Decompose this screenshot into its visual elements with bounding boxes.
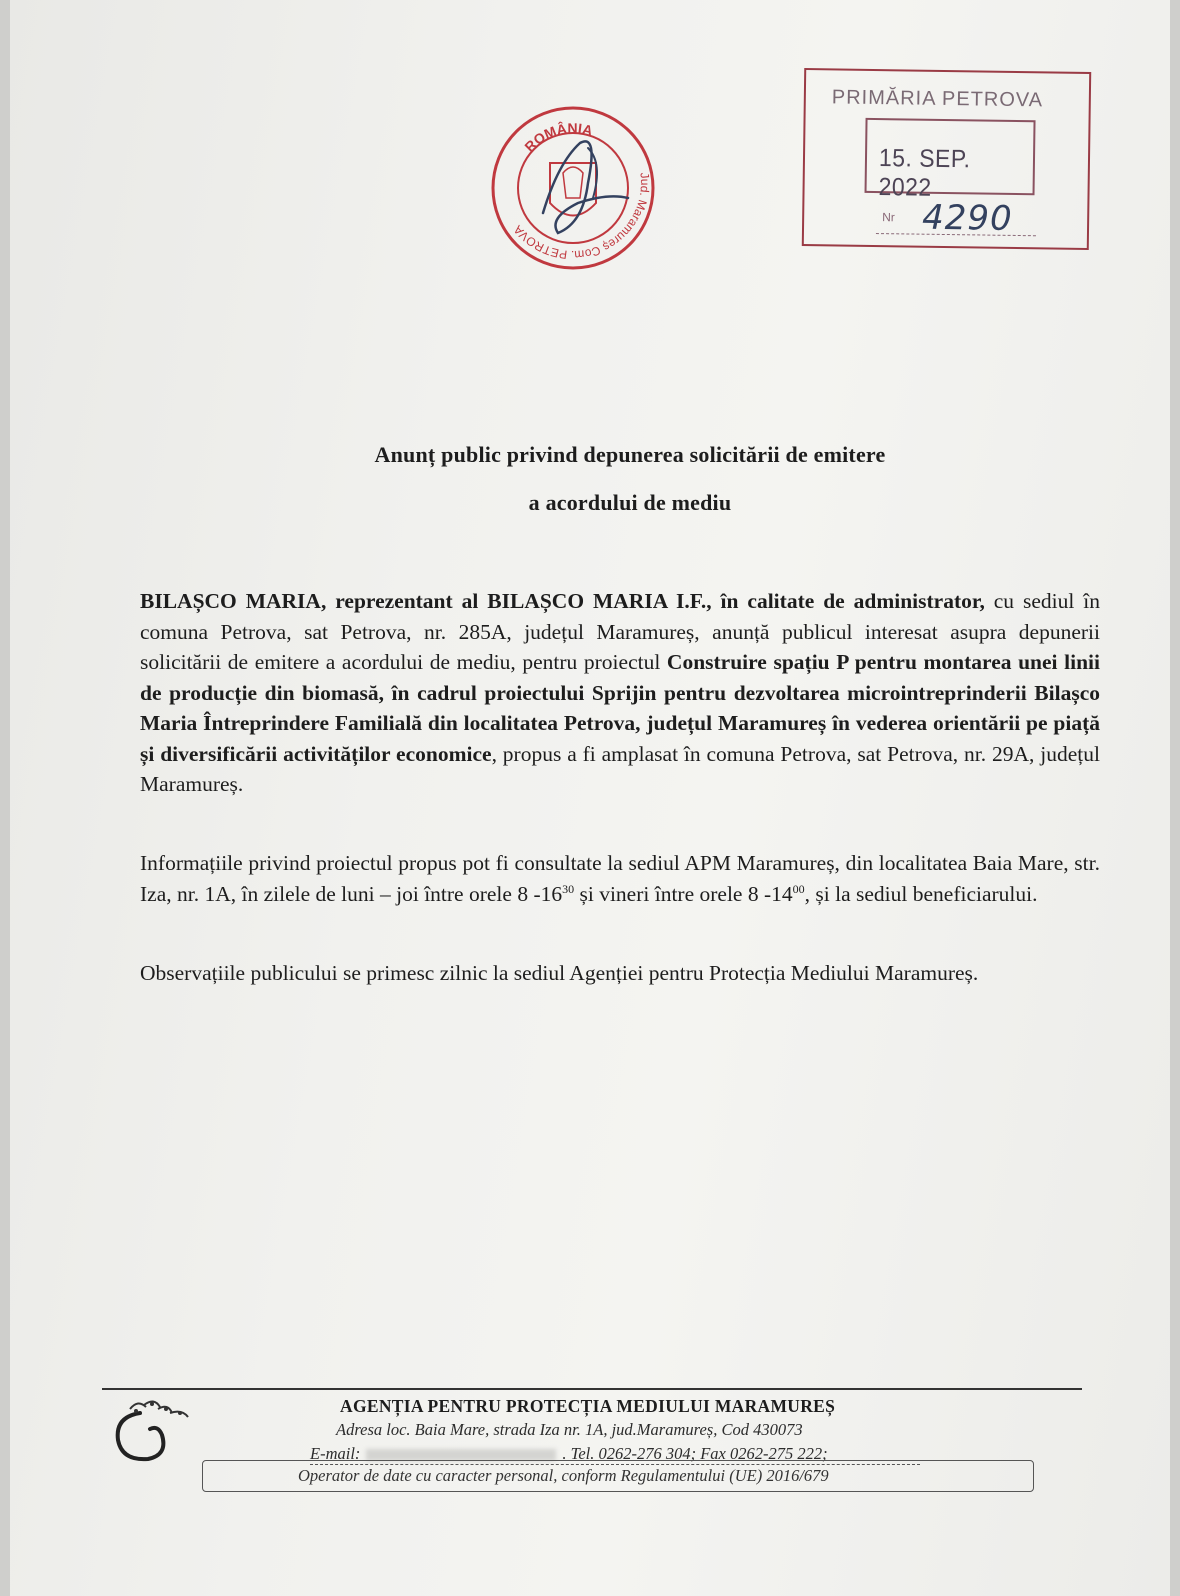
- company-name: BILAȘCO MARIA I.F.: [487, 589, 707, 613]
- observations-paragraph: Observațiile publicului se primesc zilnic la sediul Agenției pentru Protecția Mediului Maramureș.: [140, 961, 979, 985]
- footer-agency-name: AGENȚIA PENTRU PROTECȚIA MEDIULUI MARAMUREȘ: [340, 1396, 836, 1416]
- announcement-paragraph: [140, 586, 1100, 800]
- seal-ring-text: Jud. Maramureș Com. PETROVA: [510, 171, 653, 263]
- document-title-line2: a acordului de mediu: [528, 490, 732, 515]
- seal-top-text: ROMÂNIA: [521, 119, 595, 155]
- agency-logo-icon: [110, 1395, 198, 1465]
- location-text: , propus a fi amplasat în comuna Petrova, sat Petrova, nr. 29A, județul Maramureș.: [140, 741, 1100, 796]
- footer-email-label: E-mail:: [310, 1444, 361, 1463]
- hour-sup-1: 30: [562, 881, 575, 896]
- agency-logo: [110, 1395, 198, 1465]
- info-text-c: , și la sediul beneficiarului.: [804, 881, 1038, 906]
- document-title-line1: Anunț public privind depunerea solicitării de emitere: [374, 442, 886, 467]
- footer-phone: . Tel. 0262-276 304; Fax 0262-275 222;: [562, 1444, 828, 1463]
- applicant-name: BILAȘCO MARIA: [140, 589, 321, 613]
- role-text: , în calitate de administrator,: [706, 589, 985, 613]
- info-text-b: și vineri între orele 8 -14: [574, 881, 793, 906]
- hour-sup-2: 00: [792, 881, 805, 896]
- info-text-a: Informațiile privind proiectul propus pot fi consultate la sediul APM Maramureș, din localitatea Baia Mare, str. Iza, nr. 1A, în zilele de luni – joi între orele 8 -16: [140, 851, 1100, 906]
- project-name: Construire spațiu P pentru montarea unei linii de producție din biomasă, în cadrul proiectului Sprijin pentru dezvoltarea microintreprinderii Bilașco Maria Întreprindere Familială din localitatea Petrova, județul Maramureș în vederea orientării pe piață și diversificării activităților economice: [140, 650, 1100, 766]
- rep-text: , reprezentant al: [320, 589, 488, 613]
- registry-stamp: [802, 68, 1091, 250]
- seal-graphic: [488, 103, 658, 273]
- registry-date: 15. SEP. 2022: [878, 144, 971, 202]
- information-paragraph: [140, 848, 1100, 909]
- footer-divider: [102, 1388, 1082, 1390]
- footer-address: Adresa loc. Baia Mare, strada Iza nr. 1A, jud.Maramureș, Cod 430073: [336, 1420, 803, 1439]
- footer-operator: Operator de date cu caracter personal, conform Regulamentului (UE) 2016/679: [298, 1466, 829, 1485]
- official-seal: [488, 103, 658, 273]
- registry-nr-label: Nr: [882, 210, 895, 225]
- registry-nr-value: 4290: [921, 197, 1013, 239]
- document-page: [10, 0, 1170, 1596]
- registry-date-box: [865, 118, 1036, 202]
- address-text: cu sediul în comuna Petrova, sat Petrova, nr. 285A, județul Maramureș, anunță publicul interesat asupra depunerii solicitării de emitere a acordului de mediu, pentru proiectul: [140, 589, 1100, 674]
- registry-stamp-title: PRIMĂRIA PETROVA: [831, 86, 1044, 112]
